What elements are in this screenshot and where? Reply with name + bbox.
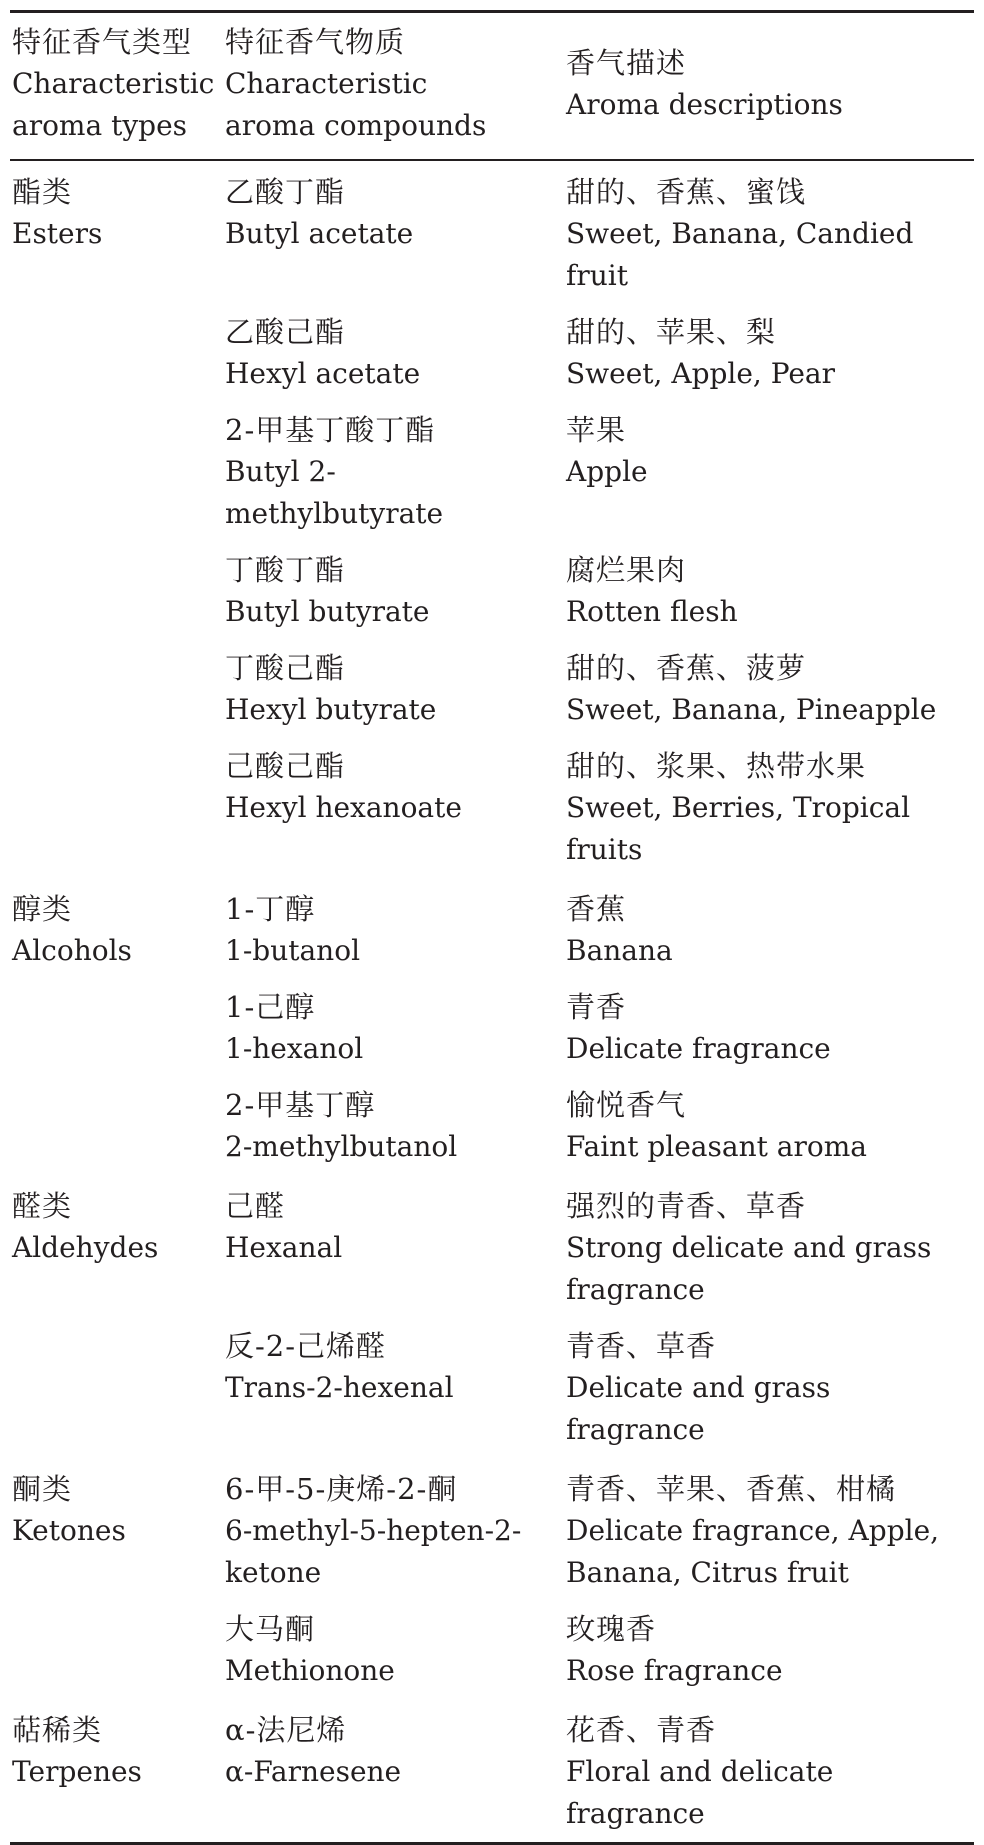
type-cell: [10, 1458, 223, 1601]
table-row: [10, 1699, 974, 1844]
header-desc-zh: 香气描述: [566, 46, 687, 80]
table-row: [10, 640, 974, 738]
compound-zh: 乙酸丁酯: [225, 175, 346, 209]
compound-en: Butyl butyrate: [225, 595, 430, 628]
desc-zh: 甜的、香蕉、蜜饯: [566, 175, 807, 209]
type-cell: [10, 1318, 223, 1458]
compound-en: Hexyl hexanoate: [225, 791, 462, 824]
compound-cell: [223, 402, 564, 542]
desc-zh: 愉悦香气: [566, 1088, 687, 1122]
header-type-en: Characteristic aroma types: [12, 67, 215, 142]
type-cell: [10, 979, 223, 1077]
compound-zh: 丁酸己酯: [225, 651, 346, 685]
compound-cell: [223, 640, 564, 738]
desc-zh: 青香、草香: [566, 1329, 717, 1363]
type-zh: 萜稀类: [12, 1713, 103, 1747]
desc-cell: [564, 1175, 974, 1318]
type-zh: 醇类: [12, 892, 73, 926]
compound-cell: [223, 160, 564, 304]
desc-en: Sweet, Berries, Tropical fruits: [566, 791, 911, 866]
desc-cell: [564, 738, 974, 878]
compound-cell: [223, 1318, 564, 1458]
desc-en: Apple: [566, 455, 648, 488]
desc-zh: 花香、青香: [566, 1713, 717, 1747]
desc-cell: [564, 304, 974, 402]
desc-cell: [564, 1077, 974, 1175]
type-cell: [10, 402, 223, 542]
compound-en: Hexyl butyrate: [225, 693, 437, 726]
header-desc: [564, 12, 974, 161]
desc-en: Sweet, Banana, Candied fruit: [566, 217, 914, 292]
table-row: [10, 304, 974, 402]
compound-en: 1-butanol: [225, 934, 361, 967]
desc-en: Faint pleasant aroma: [566, 1130, 867, 1163]
type-cell: [10, 738, 223, 878]
compound-en: Butyl 2-methylbutyrate: [225, 455, 444, 530]
compound-cell: [223, 1458, 564, 1601]
desc-zh: 甜的、浆果、热带水果: [566, 749, 867, 783]
type-en: Esters: [12, 217, 103, 250]
compound-en: 1-hexanol: [225, 1032, 364, 1065]
table-row: [10, 738, 974, 878]
compound-en: Hexanal: [225, 1231, 343, 1264]
desc-cell: [564, 160, 974, 304]
desc-en: Rotten flesh: [566, 595, 738, 628]
compound-zh: 乙酸己酯: [225, 315, 346, 349]
compound-cell: [223, 542, 564, 640]
type-cell: [10, 1077, 223, 1175]
type-cell: [10, 1699, 223, 1844]
header-type: [10, 12, 223, 161]
desc-en: Floral and delicate fragrance: [566, 1755, 834, 1830]
compound-zh: 1-丁醇: [225, 892, 316, 926]
type-en: Terpenes: [12, 1755, 142, 1788]
aroma-table: [10, 10, 974, 1845]
type-cell: [10, 542, 223, 640]
compound-zh: 丁酸丁酯: [225, 553, 346, 587]
compound-en: 6-methyl-5-hepten-2-ketone: [225, 1514, 522, 1589]
table-body: [10, 160, 974, 1844]
desc-cell: [564, 979, 974, 1077]
desc-cell: [564, 878, 974, 979]
type-cell: [10, 640, 223, 738]
desc-zh: 香蕉: [566, 892, 627, 926]
type-cell: [10, 878, 223, 979]
header-desc-en: Aroma descriptions: [566, 88, 843, 121]
compound-zh: 大马酮: [225, 1612, 316, 1646]
type-en: Aldehydes: [12, 1231, 159, 1264]
desc-cell: [564, 640, 974, 738]
header-compound-zh: 特征香气物质: [225, 25, 406, 59]
desc-cell: [564, 1458, 974, 1601]
table-row: [10, 878, 974, 979]
header-compound-en: Characteristic aroma compounds: [225, 67, 487, 142]
type-cell: [10, 304, 223, 402]
type-zh: 醛类: [12, 1189, 73, 1223]
compound-en: Butyl acetate: [225, 217, 414, 250]
compound-cell: [223, 979, 564, 1077]
compound-cell: [223, 738, 564, 878]
compound-en: Trans-2-hexenal: [225, 1371, 454, 1404]
compound-cell: [223, 878, 564, 979]
desc-zh: 青香、苹果、香蕉、柑橘: [566, 1472, 897, 1506]
table-row: [10, 542, 974, 640]
header-compound: [223, 12, 564, 161]
table-row: [10, 979, 974, 1077]
desc-cell: [564, 1318, 974, 1458]
compound-zh: 2-甲基丁酸丁酯: [225, 413, 436, 447]
compound-cell: [223, 304, 564, 402]
desc-en: Strong delicate and grass fragrance: [566, 1231, 932, 1306]
desc-zh: 青香: [566, 990, 627, 1024]
type-en: Alcohols: [12, 934, 132, 967]
compound-zh: 反-2-己烯醛: [225, 1329, 387, 1363]
compound-zh: α-法尼烯: [225, 1713, 347, 1747]
desc-en: Delicate fragrance, Apple, Banana, Citrus fruit: [566, 1514, 940, 1589]
compound-en: α-Farnesene: [225, 1755, 402, 1788]
type-zh: 酮类: [12, 1472, 73, 1506]
desc-en: Delicate fragrance: [566, 1032, 831, 1065]
desc-en: Sweet, Banana, Pineapple: [566, 693, 937, 726]
compound-zh: 己酸己酯: [225, 749, 346, 783]
table-row: [10, 1077, 974, 1175]
desc-zh: 腐烂果肉: [566, 553, 687, 587]
table-row: [10, 1175, 974, 1318]
compound-en: Methionone: [225, 1654, 395, 1687]
table-row: [10, 160, 974, 304]
desc-en: Rose fragrance: [566, 1654, 783, 1687]
desc-zh: 苹果: [566, 413, 627, 447]
type-cell: [10, 1601, 223, 1699]
compound-en: Hexyl acetate: [225, 357, 421, 390]
desc-cell: [564, 1601, 974, 1699]
compound-zh: 1-己醇: [225, 990, 316, 1024]
compound-zh: 2-甲基丁醇: [225, 1088, 376, 1122]
table-row: [10, 1458, 974, 1601]
compound-zh: 6-甲-5-庚烯-2-酮: [225, 1472, 458, 1506]
desc-zh: 甜的、香蕉、菠萝: [566, 651, 807, 685]
desc-zh: 强烈的青香、草香: [566, 1189, 807, 1223]
type-cell: [10, 160, 223, 304]
desc-cell: [564, 542, 974, 640]
desc-en: Sweet, Apple, Pear: [566, 357, 835, 390]
desc-cell: [564, 402, 974, 542]
type-zh: 酯类: [12, 175, 73, 209]
type-en: Ketones: [12, 1514, 126, 1547]
compound-zh: 己醛: [225, 1189, 286, 1223]
desc-en: Banana: [566, 934, 673, 967]
table-row: [10, 1318, 974, 1458]
type-cell: [10, 1175, 223, 1318]
table-row: [10, 1601, 974, 1699]
compound-cell: [223, 1601, 564, 1699]
compound-cell: [223, 1699, 564, 1844]
desc-cell: [564, 1699, 974, 1844]
compound-en: 2-methylbutanol: [225, 1130, 458, 1163]
compound-cell: [223, 1077, 564, 1175]
desc-zh: 甜的、苹果、梨: [566, 315, 777, 349]
desc-zh: 玫瑰香: [566, 1612, 657, 1646]
table-row: [10, 402, 974, 542]
header-type-zh: 特征香气类型: [12, 25, 193, 59]
table-header-row: [10, 12, 974, 161]
compound-cell: [223, 1175, 564, 1318]
desc-en: Delicate and grass fragrance: [566, 1371, 831, 1446]
